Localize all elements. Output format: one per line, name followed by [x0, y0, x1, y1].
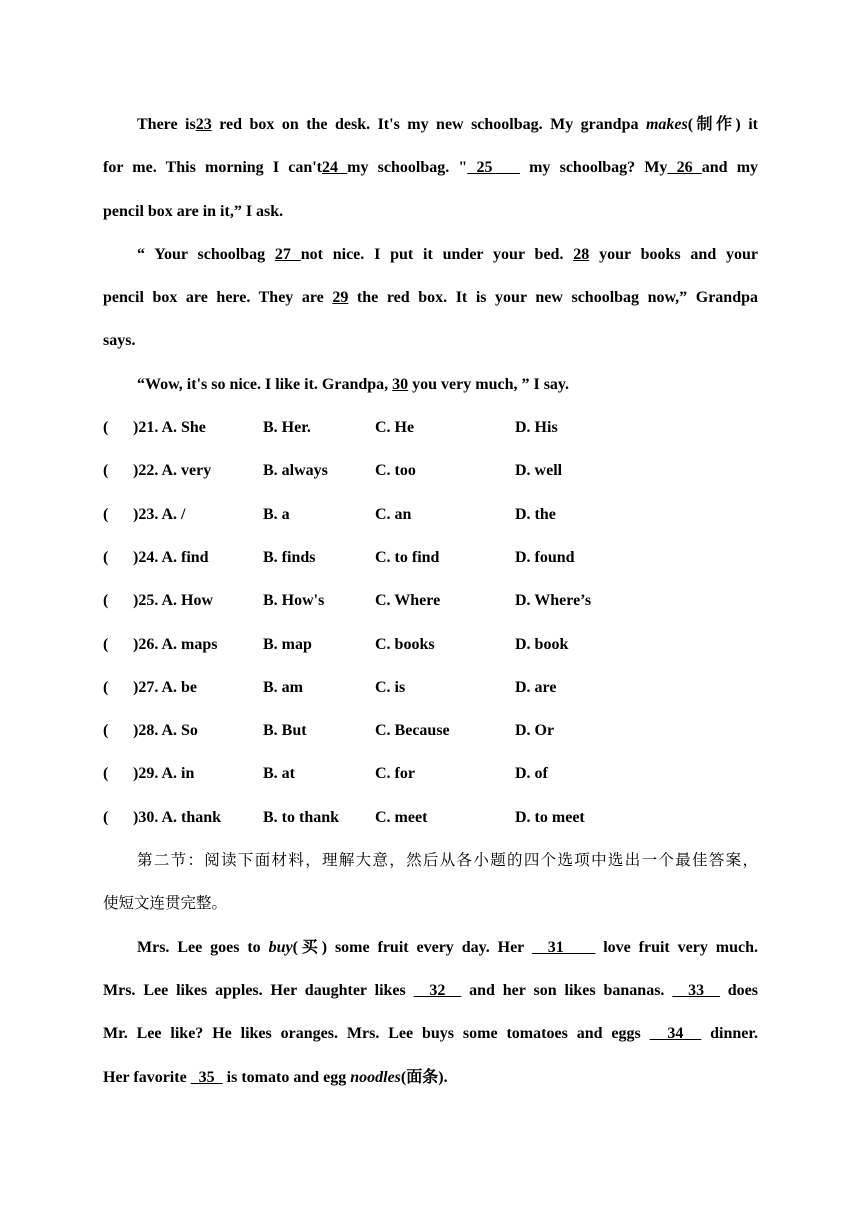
blank-23: 23 [195, 116, 212, 133]
text: and her son likes bananas. [461, 981, 673, 999]
blank-28: 28 [573, 245, 590, 263]
text: Mrs. Lee goes to [137, 938, 269, 956]
question-option-a: )22. A. very [133, 462, 212, 480]
blank-35: 35 [190, 1068, 223, 1086]
question-option-b: B. finds [263, 548, 316, 566]
question-option-b: B. Her. [263, 419, 311, 437]
passage1-line-1 [103, 103, 758, 146]
passage1-line-7 [103, 363, 758, 406]
text: “Wow, it's so nice. I like it. Grandpa, [137, 375, 393, 393]
question-option-a: )29. A. in [133, 765, 195, 783]
answer-paren: ( [103, 678, 109, 696]
passage2-line-3 [103, 1012, 758, 1055]
text: Her favorite [103, 1068, 191, 1086]
question-option-d: D. His [515, 419, 558, 437]
question-option-a: )30. A. thank [133, 808, 222, 826]
answer-paren: ( [103, 808, 109, 826]
text: red box on the desk. It's my new schoolbag. My grandpa [211, 116, 646, 133]
document-page [103, 103, 758, 1099]
answer-paren: ( [103, 548, 109, 566]
blank-32: 32 [413, 981, 462, 999]
question-row [103, 579, 758, 622]
answer-paren: ( [103, 462, 109, 480]
question-option-d: D. are [515, 678, 557, 696]
text: Mrs. Lee likes apples. Her daughter likes [103, 981, 414, 999]
question-list [103, 406, 758, 839]
question-option-c: C. He [375, 419, 415, 437]
question-option-b: B. map [263, 635, 312, 653]
question-option-b: B. always [263, 462, 328, 480]
question-option-a: )25. A. How [133, 592, 213, 610]
text: There is [137, 116, 196, 133]
blank-26: 26 [667, 159, 702, 177]
answer-paren: ( [103, 505, 109, 523]
blank-30: 30 [392, 375, 409, 393]
question-option-c: C. is [375, 678, 406, 696]
passage1-line-6: says. [103, 332, 136, 350]
question-option-d: D. Or [515, 722, 555, 740]
section2-heading: 第二节：阅读下面材料，理解大意，然后从各小题的四个选项中选出一个最佳答案， [137, 851, 758, 870]
question-option-d: D. Where’s [515, 592, 592, 610]
answer-paren: ( [103, 722, 109, 740]
question-option-b: B. But [263, 722, 307, 740]
question-option-d: D. of [515, 765, 548, 783]
passage1-line-4 [103, 233, 758, 276]
question-option-b: B. How's [263, 592, 325, 610]
blank-27: 27 [274, 245, 301, 263]
text: (买) some fruit every day. Her [292, 938, 532, 956]
question-option-c: C. meet [375, 808, 428, 826]
question-row [103, 536, 758, 579]
answer-paren: ( [103, 635, 109, 653]
text: “ Your schoolbag [137, 245, 275, 263]
text-italic: buy [268, 938, 293, 956]
blank-34: 34 [649, 1025, 702, 1043]
question-option-b: B. to thank [263, 808, 340, 826]
text: the red box. It is your new schoolbag now,” Grandpa [348, 289, 758, 307]
answer-paren: ( [103, 592, 109, 610]
text: and my [701, 159, 759, 177]
question-row [103, 406, 758, 449]
text: my schoolbag. " [347, 159, 468, 177]
text: your books and your [589, 245, 759, 263]
question-option-a: )24. A. find [133, 548, 209, 566]
question-option-a: )21. A. She [133, 419, 206, 437]
question-row [103, 752, 758, 795]
blank-25: 25 [467, 159, 520, 177]
blank-24: 24 [322, 159, 348, 177]
answer-paren: ( [103, 419, 109, 437]
question-row [103, 709, 758, 752]
text: not nice. I put it under your bed. [300, 245, 574, 263]
text: love fruit very much. [595, 938, 758, 956]
text: is tomato and egg [222, 1068, 351, 1086]
question-option-c: C. Where [375, 592, 441, 610]
section2-heading-cont: 使短文连贯完整。 [103, 894, 228, 913]
question-row [103, 796, 758, 839]
question-option-a: )23. A. / [133, 505, 186, 523]
passage2-line-1 [103, 926, 758, 969]
question-option-d: D. book [515, 635, 569, 653]
passage1-line-2 [103, 146, 758, 189]
passage1-line-5 [103, 276, 758, 319]
question-option-a: )27. A. be [133, 678, 197, 696]
question-option-a: )26. A. maps [133, 635, 218, 653]
blank-33: 33 [672, 981, 720, 999]
question-option-d: D. well [515, 462, 563, 480]
text: for me. This morning I can't [103, 159, 322, 177]
question-option-b: B. a [263, 505, 290, 523]
answer-paren: ( [103, 765, 109, 783]
question-row [103, 623, 758, 666]
text: my schoolbag? My [519, 159, 668, 177]
passage1-line-3: pencil box are in it,” I ask. [103, 202, 284, 220]
text: (制作) it [687, 116, 759, 133]
question-option-c: C. too [375, 462, 416, 480]
question-option-d: D. found [515, 548, 575, 566]
text-italic: noodles [350, 1068, 401, 1086]
passage2-line-2 [103, 969, 758, 1012]
question-option-c: C. to find [375, 548, 440, 566]
question-option-b: B. am [263, 678, 303, 696]
text: dinner. [701, 1025, 759, 1043]
text: you very much, ” I say. [408, 375, 570, 393]
text: does [719, 981, 759, 999]
question-option-d: D. the [515, 505, 556, 523]
passage2-line-4 [103, 1056, 758, 1099]
question-option-c: C. an [375, 505, 412, 523]
question-option-b: B. at [263, 765, 295, 783]
text-italic: makes [645, 116, 688, 133]
question-option-c: C. Because [375, 722, 450, 740]
question-row [103, 449, 758, 492]
question-option-d: D. to meet [515, 808, 585, 826]
blank-31: 31 [531, 938, 596, 956]
question-option-a: )28. A. So [133, 722, 198, 740]
question-option-c: C. books [375, 635, 435, 653]
blank-29: 29 [332, 289, 349, 307]
question-option-c: C. for [375, 765, 415, 783]
text: (面条). [400, 1068, 448, 1086]
question-row [103, 666, 758, 709]
question-row [103, 493, 758, 536]
text: pencil box are here. They are [103, 289, 333, 307]
text: Mr. Lee like? He likes oranges. Mrs. Lee buys some tomatoes and eggs [103, 1025, 650, 1043]
